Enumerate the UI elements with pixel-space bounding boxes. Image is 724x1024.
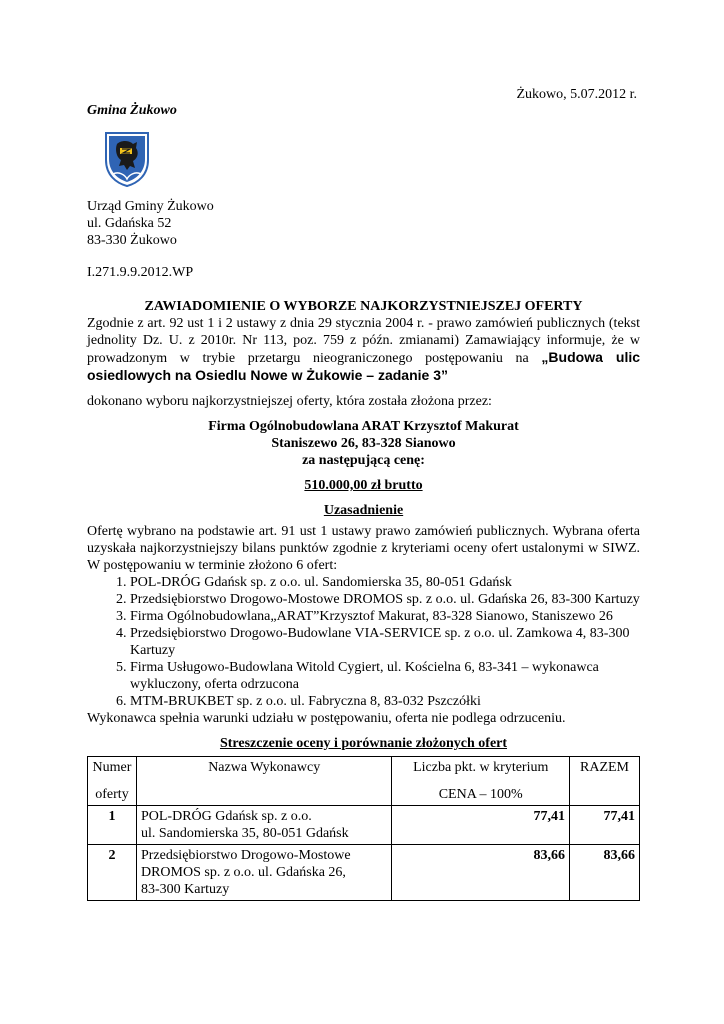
row-points: 83,66 (392, 845, 570, 901)
address-line: Urząd Gminy Żukowo (87, 199, 214, 214)
chosen-intro: dokonano wyboru najkorzystniejszej oferty, która została złożona przez: (87, 394, 492, 409)
price-value: 510.000,00 zł brutto (304, 478, 423, 493)
row-total: 83,66 (570, 845, 640, 901)
list-item: 3. Firma Ogólnobudowlana„ARAT”Krzysztof Makurat, 83-328 Sianowo, Staniszewo 26 (130, 608, 640, 625)
conclusion-text: Wykonawca spełnia warunki udziału w postępowaniu, oferta nie podlega odrzuceniu. (87, 711, 566, 726)
header-total: RAZEM (570, 757, 640, 806)
list-item: 4. Przedsiębiorstwo Drogowo-Budowlane VIA-SERVICE sp. z o.o. ul. Zamkowa 4, 83-300 Kartuzy (130, 625, 640, 659)
row-total: 77,41 (570, 806, 640, 845)
row-name-line: 83-300 Kartuzy (140, 882, 230, 897)
table-row (88, 845, 640, 901)
header-name: Nazwa Wykonawcy (136, 757, 391, 806)
winner-name: Firma Ogólnobudowlana ARAT Krzysztof Makurat (208, 419, 519, 434)
project-name: „Budowa ulic osiedlowych na Osiedlu Nowe w Żukowie – zadanie 3” (87, 349, 641, 383)
municipality-name: Gmina Żukowo (87, 103, 177, 118)
justification-text: Ofertę wybrano na podstawie art. 91 ust 1 ustawy prawo zamówień publicznych. Wybrana oferta uzyskała najkorzystniejszy bilans punktów zgodnie z kryteriami oceny ofert ustalonymi w SIWZ. W postępowaniu w terminie złożono 6 ofert: (87, 524, 640, 573)
row-name-line: ul. Sandomierska 35, 80-051 Gdańsk (140, 826, 349, 841)
row-number: 1 (88, 806, 137, 845)
case-signature: I.271.9.9.2012.WP (87, 265, 194, 280)
list-item: 1. POL-DRÓG Gdańsk sp. z o.o. ul. Sandomierska 35, 80-051 Gdańsk (130, 574, 640, 591)
header-criterion (392, 757, 570, 806)
header-text: Liczba pkt. w kryterium (413, 760, 549, 775)
header-text: Numer (92, 760, 132, 775)
row-number: 2 (88, 845, 137, 901)
justification-title: Uzasadnienie (323, 503, 404, 518)
offers-list (87, 574, 640, 710)
document-title: ZAWIADOMIENIE O WYBORZE NAJKORZYSTNIEJSZEJ OFERTY (144, 299, 583, 314)
address-line: ul. Gdańska 52 (87, 216, 172, 231)
intro-text: Zgodnie z art. 92 ust 1 i 2 ustawy z dnia 29 stycznia 2004 r. - prawo zamówień publicznych (tekst jednolity Dz. U. z 2010r. Nr 113, poz. 759 z późn. zmianami) Zamawiający informuje, że w prowadzonym w trybie przetargu nieograniczonego postępowaniu na (87, 316, 640, 366)
row-points: 77,41 (392, 806, 570, 845)
intro-paragraph (87, 315, 640, 385)
list-item: 6. MTM-BRUKBET sp. z o.o. ul. Fabryczna 8, 83-032 Pszczółki (130, 693, 640, 710)
list-item: 2. Przedsiębiorstwo Drogowo-Mostowe DROMOS sp. z o.o. ul. Gdańska 26, 83-300 Kartuzy (130, 591, 640, 608)
table-row (88, 806, 640, 845)
comparison-table (87, 756, 640, 901)
header-text: CENA – 100% (438, 787, 523, 802)
address-line: 83-330 Żukowo (87, 233, 177, 248)
header-text: oferty (95, 787, 129, 802)
list-item: 5. Firma Usługowo-Budowlana Witold Cygiert, ul. Kościelna 6, 83-341 – wykonawca wykluczony, oferta odrzucona (130, 659, 640, 693)
office-address (87, 198, 214, 249)
header-number (88, 757, 137, 806)
coat-of-arms-icon (103, 130, 151, 188)
row-name-line: POL-DRÓG Gdańsk sp. z o.o. (140, 809, 312, 824)
price-intro: za następującą cenę: (302, 453, 425, 468)
row-name (136, 845, 391, 901)
document-date: Żukowo, 5.07.2012 r. (516, 87, 637, 102)
table-header-row (88, 757, 640, 806)
winner-address: Staniszewo 26, 83-328 Sianowo (271, 436, 456, 451)
table-title: Streszczenie oceny i porównanie złożonych ofert (219, 736, 508, 751)
row-name-line: Przedsiębiorstwo Drogowo-Mostowe (140, 848, 351, 863)
document-body (87, 298, 640, 901)
row-name-line: DROMOS sp. z o.o. ul. Gdańska 26, (140, 865, 346, 880)
row-name (136, 806, 391, 845)
